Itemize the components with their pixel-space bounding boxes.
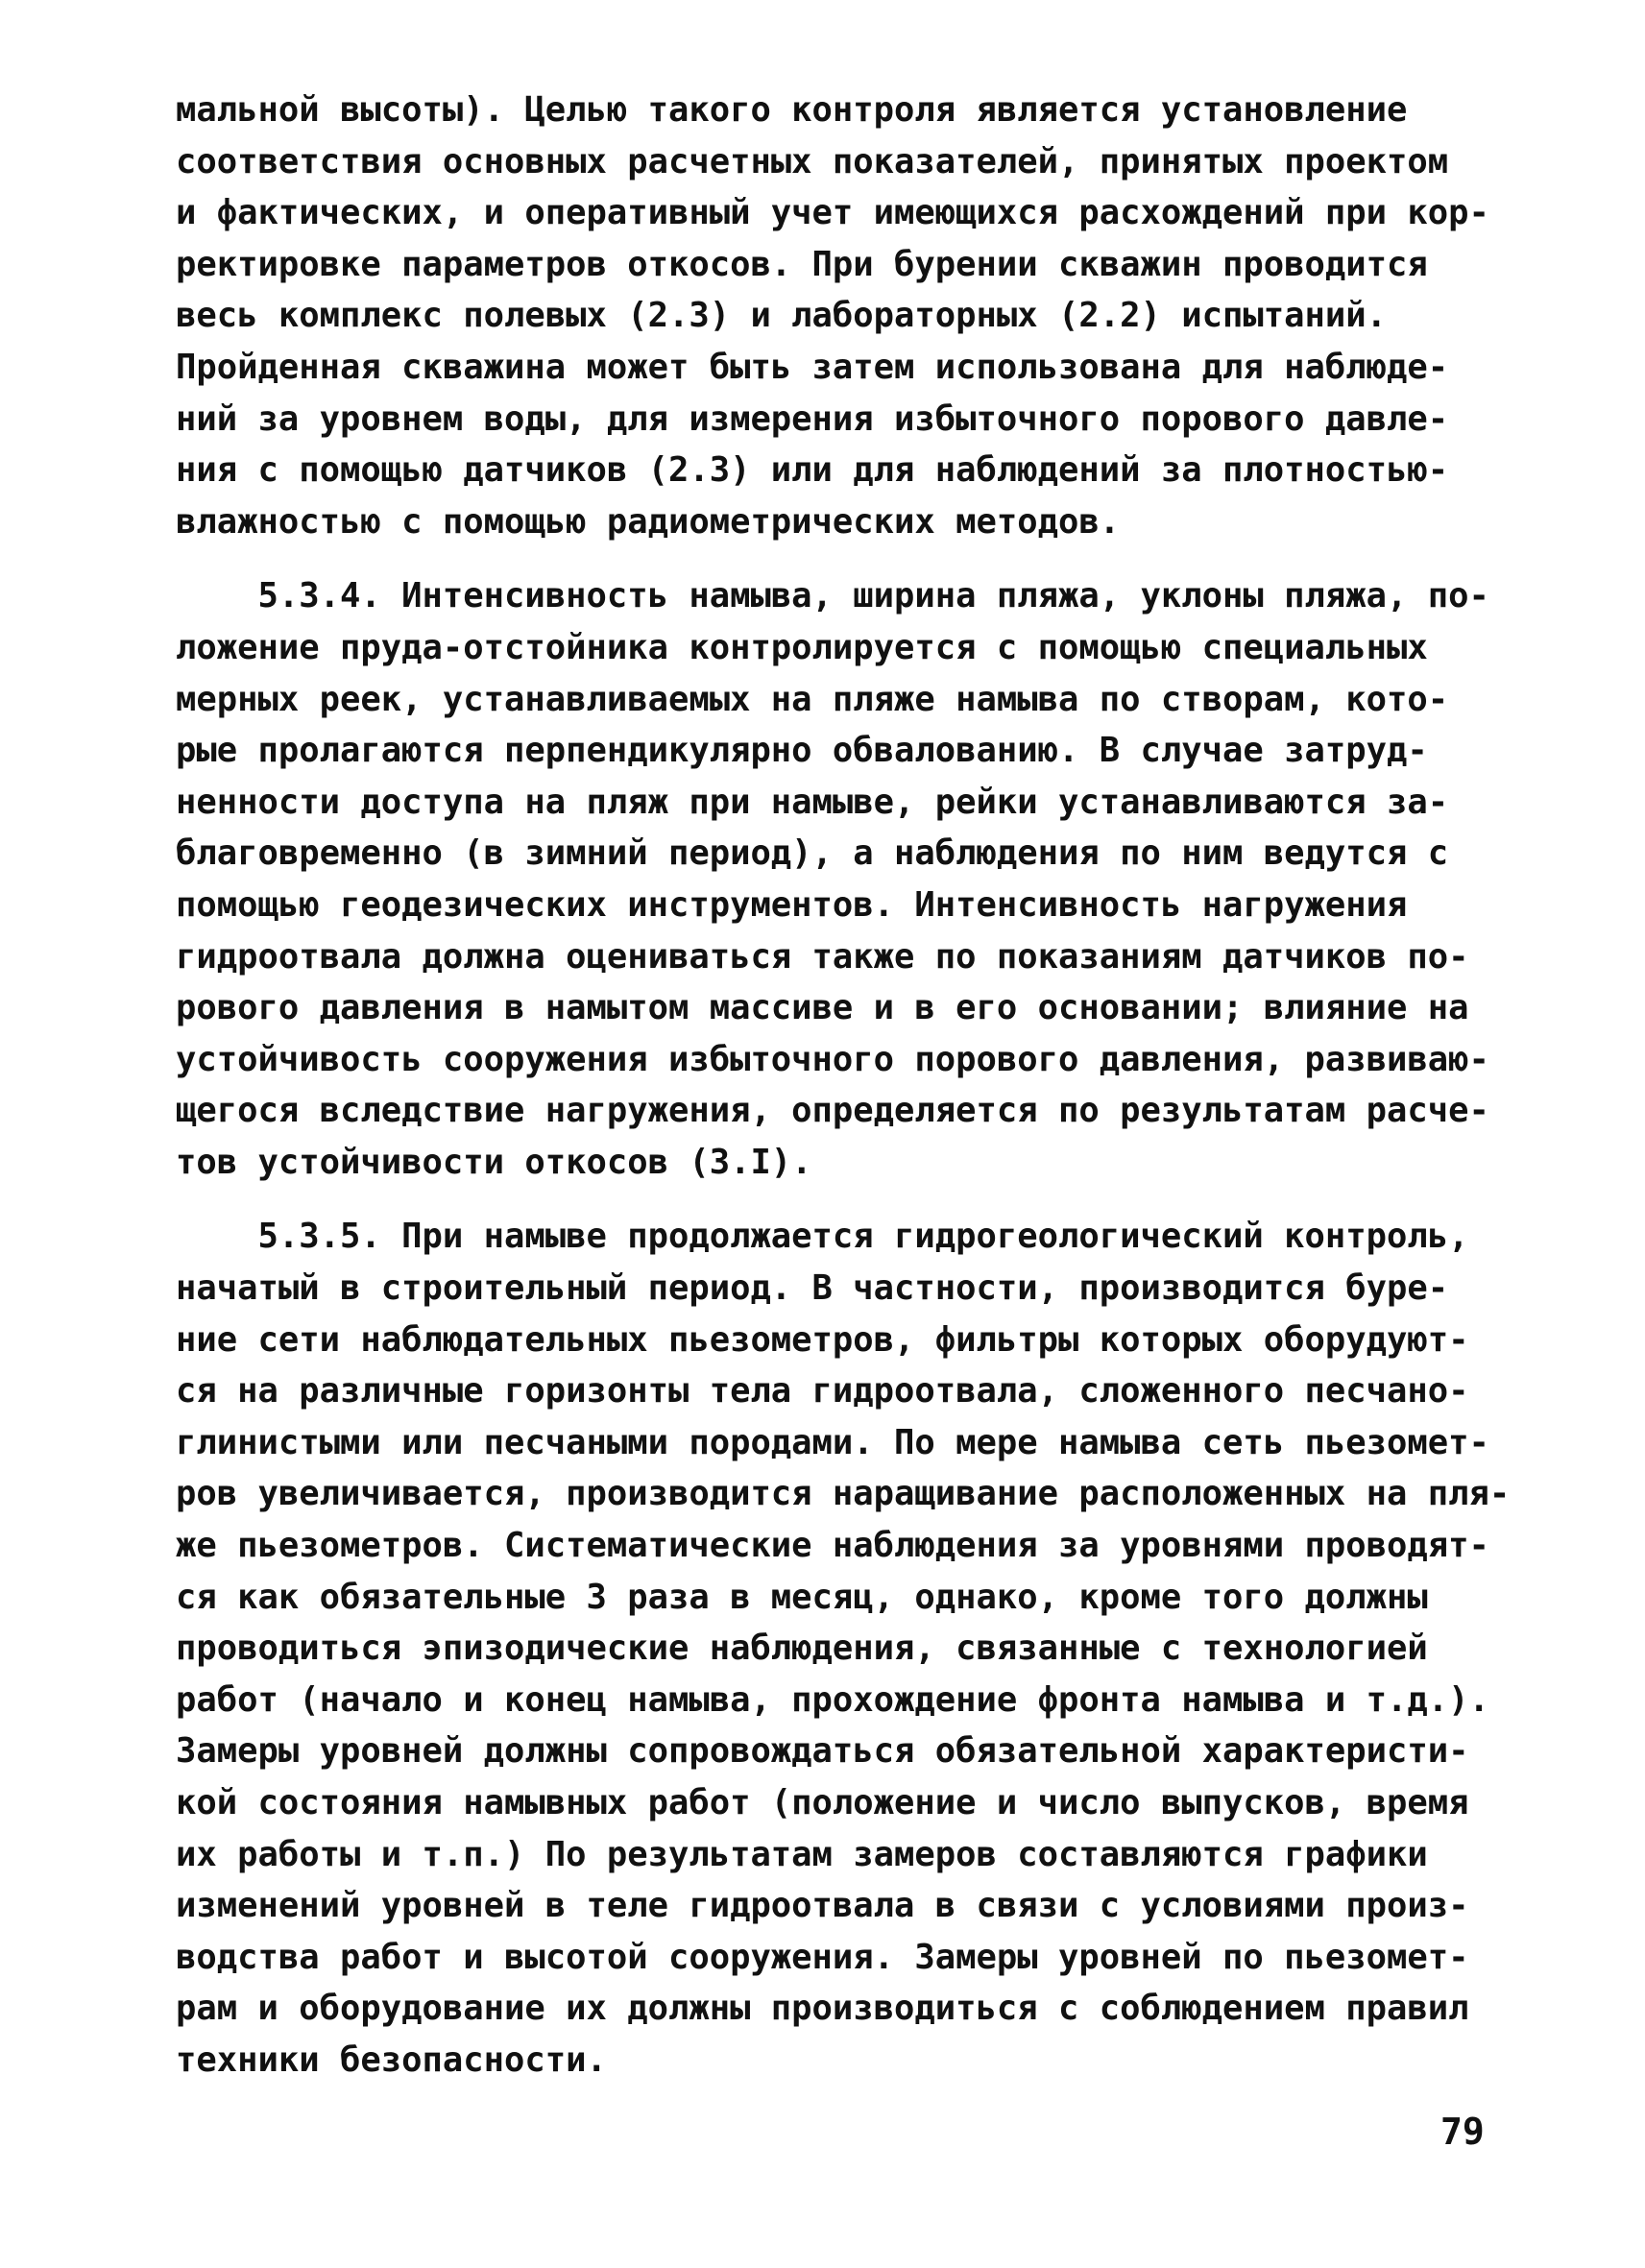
text-line: устойчивость сооружения избыточного порового давления, развиваю- bbox=[176, 1039, 1489, 1079]
text-line: их работы и т.п.) По результатам замеров составляются графики bbox=[176, 1834, 1428, 1874]
text-line: ние сети наблюдательных пьезометров, фильтры которых оборудуют- bbox=[176, 1319, 1469, 1360]
text-line: ся как обязательные 3 раза в месяц, однако, кроме того должны bbox=[176, 1577, 1428, 1617]
text-line: техники безопасности. bbox=[176, 2039, 607, 2080]
paragraph-spacing bbox=[176, 1188, 1539, 1211]
text-line: ся на различные горизонты тела гидроотвала, сложенного песчано- bbox=[176, 1371, 1469, 1411]
text-line: благовременно (в зимний период), а наблюдения по ним ведутся с bbox=[176, 833, 1449, 874]
text-line: кой состояния намывных работ (положение и число выпусков, время bbox=[176, 1783, 1469, 1822]
text-line: проводиться эпизодические наблюдения, связанные с технологией bbox=[176, 1629, 1428, 1669]
text-line: Замеры уровней должны сопровождаться обязательной характеристи- bbox=[176, 1731, 1469, 1772]
text-line: изменений уровней в теле гидроотвала в связи с условиями произ- bbox=[176, 1886, 1469, 1926]
text-line: ров увеличивается, производится наращивание расположенных на пля- bbox=[176, 1474, 1511, 1514]
text-line: влажностью с помощью радиометрических методов. bbox=[176, 501, 1121, 542]
text-line: щегося вследствие нагружения, определяется по результатам расче- bbox=[176, 1091, 1489, 1131]
text-body bbox=[176, 84, 1539, 2087]
text-line: начатый в строительный период. В частности, производится буре- bbox=[176, 1268, 1449, 1309]
page-number: 79 bbox=[1440, 2111, 1485, 2153]
text-line: весь комплекс полевых (2.3) и лабораторных (2.2) испытаний. bbox=[176, 296, 1387, 336]
paragraph-spacing bbox=[176, 547, 1539, 570]
text-line: ния с помощью датчиков (2.3) или для наблюдений за плотностью- bbox=[176, 450, 1449, 491]
text-line: же пьезометров. Систематические наблюдения за уровнями проводят- bbox=[176, 1526, 1489, 1566]
text-line: ректировке параметров откосов. При бурении скважин проводится bbox=[176, 244, 1428, 284]
paragraph-continued bbox=[176, 84, 1539, 547]
text-line: работ (начало и конец намыва, прохождение фронта намыва и т.д.). bbox=[176, 1679, 1489, 1720]
text-line: ний за уровнем воды, для измерения избыточного порового давле- bbox=[176, 398, 1449, 439]
paragraph-5-3-4 bbox=[176, 570, 1539, 1188]
text-line: водства работ и высотой сооружения. Замеры уровней по пьезомет- bbox=[176, 1937, 1469, 1977]
text-line: 5.3.4. Интенсивность намыва, ширина пляжа, уклоны пляжа, по- bbox=[176, 576, 1489, 616]
text-line: гидроотвала должна оцениваться также по показаниям датчиков по- bbox=[176, 936, 1469, 977]
text-line: рам и оборудование их должны производиться с соблюдением правил bbox=[176, 1989, 1469, 2029]
text-line: и фактических, и оперативный учет имеющихся расхождений при кор- bbox=[176, 193, 1489, 233]
text-line: рые пролагаются перпендикулярно обвалованию. В случае затруд- bbox=[176, 731, 1428, 771]
text-line: мерных реек, устанавливаемых на пляже намыва по створам, кото- bbox=[176, 679, 1449, 719]
text-line: соответствия основных расчетных показателей, принятых проектом bbox=[176, 141, 1449, 181]
text-line: тов устойчивости откосов (3.I). bbox=[176, 1142, 812, 1182]
text-line: ложение пруда-отстойника контролируется с помощью специальных bbox=[176, 627, 1428, 667]
text-line: глинистыми или песчаными породами. По мере намыва сеть пьезомет- bbox=[176, 1422, 1489, 1462]
text-line: Пройденная скважина может быть затем использована для наблюде- bbox=[176, 347, 1449, 387]
text-line: ненности доступа на пляж при намыве, рейки устанавливаются за- bbox=[176, 782, 1449, 822]
text-line: мальной высоты). Целью такого контроля является установление bbox=[176, 90, 1408, 130]
text-line: 5.3.5. При намыве продолжается гидрогеологический контроль, bbox=[176, 1217, 1469, 1257]
paragraph-5-3-5 bbox=[176, 1211, 1539, 2086]
text-line: рового давления в намытом массиве и в его основании; влияние на bbox=[176, 988, 1469, 1028]
text-line: помощью геодезических инструментов. Интенсивность нагружения bbox=[176, 884, 1408, 925]
